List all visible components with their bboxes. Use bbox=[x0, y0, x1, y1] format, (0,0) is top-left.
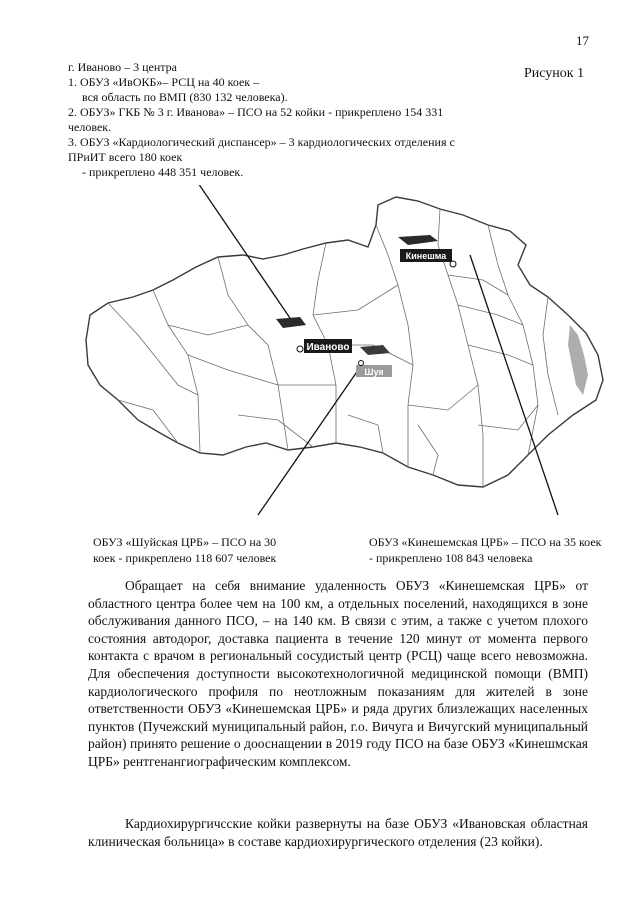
summary-line: 3. ОБУЗ «Кардиологический диспансер» – 3 кардиологических отделения с bbox=[68, 135, 455, 149]
centers-summary bbox=[68, 60, 508, 180]
city-label-kineshma: Кинешма bbox=[405, 251, 447, 261]
summary-line: г. Иваново – 3 центра bbox=[68, 60, 177, 74]
summary-line: - прикреплено 448 351 человек. bbox=[82, 165, 244, 179]
page-number: 17 bbox=[576, 33, 589, 48]
city-label-shuya: Шуя bbox=[364, 367, 384, 377]
shuya-caption-line: коек - прикреплено 118 607 человек bbox=[93, 551, 277, 565]
figure-label: Рисунок 1 bbox=[524, 66, 585, 81]
shuya-caption-line: ОБУЗ «Шуйская ЦРБ» – ПСО на 30 bbox=[93, 535, 277, 549]
body-paragraph: Обращает на себя внимание удаленность ОБУЗ «Кинешемская ЦРБ» от областного центра более чем на 100 км, а отдельных поселений, находящихся в зоне обслуживания данного ПСО, – на 140 км. В связи с этим, а также с учетом плохого состояния автодорог, доставка пациента в течение 120 минут от момента первого контакта с врачом в региональный сосудистый центр (РСЦ) чаще всего невозможна. Для обеспечения доступности высокотехнологичной медицинской помощи (ВМП) кардиологического профиля по неотложным показаниям для жителей в зоне ответственности ОБУЗ «Кинешемская ЦРБ» и ряда других близлежащих населенных пунктов (Пучежский муниципальный район, г.о. Вичуга и Вичугский муниципальный район) принято решение о дооснащении в 2019 году ПСО на базе ОБУЗ «Кинешмская ЦРБ» рентгенангиографическим комплексом. bbox=[88, 578, 588, 769]
shuya-caption bbox=[93, 534, 276, 566]
summary-line: 2. ОБУЗ» ГКБ № 3 г. Иванова» – ПСО на 52 койки - прикреплено 154 331 bbox=[68, 105, 444, 119]
region-map bbox=[78, 185, 618, 520]
kineshma-caption-line: ОБУЗ «Кинешемская ЦРБ» – ПСО на 35 коек bbox=[369, 535, 602, 549]
kineshma-caption-line: - прикреплено 108 843 человека bbox=[369, 551, 533, 565]
summary-line: 1. ОБУЗ «ИвОКБ»– РСЦ на 40 коек – bbox=[68, 75, 260, 89]
kineshma-caption bbox=[369, 534, 601, 566]
city-label-ivanovo: Иваново bbox=[306, 342, 350, 353]
body-paragraph: Кардиохирургичсские койки развернуты на базе ОБУЗ «Ивановская областная клиническая больница» в составе кардиохирургического отделения (23 койки). bbox=[88, 816, 588, 849]
summary-line: ПРиИТ всего 180 коек bbox=[68, 150, 183, 164]
summary-line: вся область по ВМП (830 132 человека). bbox=[82, 90, 288, 104]
summary-line: человек. bbox=[68, 120, 112, 134]
region-map-graphic bbox=[78, 185, 618, 520]
